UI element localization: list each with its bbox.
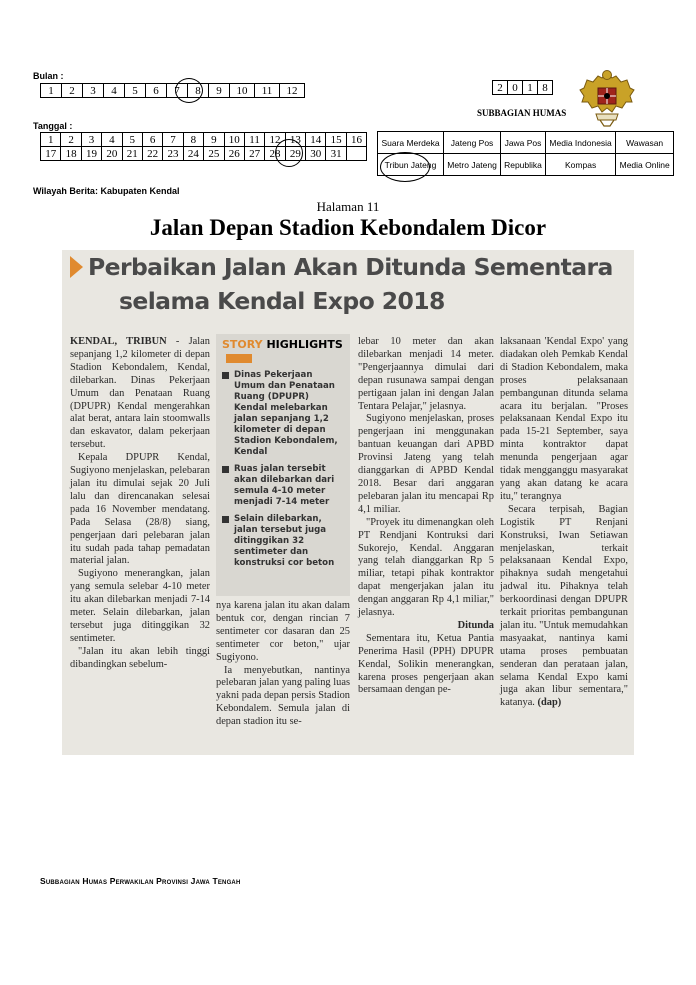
media-table — [377, 131, 674, 176]
story-highlights-title — [222, 338, 344, 364]
bulan-cell: 5 — [125, 84, 146, 98]
tanggal-cell: 26 — [224, 147, 244, 161]
year-digit-cell: 8 — [538, 81, 553, 95]
article-paragraph: Sugiyono menjelaskan, proses pengerjaan ini menggunakan bantuan keuangan dari APBD Provinsi Jateng yang telah dianggarkan di APBD Kendal 2018. Besar dari anggaran pelebaran jalan itu mencapai Rp 4,1 miliar. — [358, 413, 494, 515]
tanggal-cell: 15 — [326, 133, 346, 147]
tanggal-cell: 28 — [265, 147, 285, 161]
tanggal-cell: 12 — [265, 133, 285, 147]
tanggal-cell: 30 — [306, 147, 326, 161]
tanggal-row-1 — [41, 133, 367, 147]
article-paragraph — [500, 504, 628, 711]
tanggal-cell: 18 — [61, 147, 81, 161]
dateline: KENDAL, TRIBUN — [70, 336, 167, 347]
tanggal-cell: 8 — [183, 133, 203, 147]
article-column-3 — [358, 336, 494, 697]
tanggal-cell: 1 — [41, 133, 61, 147]
highlight-bar-icon — [226, 354, 252, 363]
tanggal-row-2 — [41, 147, 367, 161]
highlights-word: HIGHLIGHTS — [266, 338, 343, 351]
tanggal-cell: 14 — [306, 133, 326, 147]
highlight-item: Dinas Pekerjaan Umum dan Penataan Ruang (DPUPR) Kendal melebarkan jalan sepanjang 1,2 kilometer di depan Stadion Kebondalem, Kendal — [222, 370, 344, 458]
media-row-1 — [378, 132, 674, 154]
article-paragraph: Sementara itu, Ketua Pantia Penerima Hasil (PPH) DPUPR Kendal, Solikin menerangkan, karena proses pengerjaan akan bersamaan dengan pe- — [358, 632, 494, 696]
bulan-cell: 4 — [104, 84, 125, 98]
tanggal-cell: 3 — [81, 133, 101, 147]
bulan-cell: 3 — [83, 84, 104, 98]
highlight-item: Ruas jalan tersebit akan dilebarkan dari semula 4-10 meter menjadi 7-14 meter — [222, 464, 344, 508]
article-paragraph: Sugiyono menerangkan, jalan yang semula selebar 4-10 meter itu akan dilebarkan menjadi 7-14 meter. Selain dilebarkan, jalan tersebut juga ditinggikan 32 sentimeter. — [70, 568, 210, 644]
media-row-2 — [378, 154, 674, 176]
tanggal-cell: 4 — [102, 133, 122, 147]
story-highlights-box — [216, 334, 350, 596]
tanggal-cell: 29 — [285, 147, 305, 161]
year-table — [492, 80, 553, 95]
tanggal-cell: 21 — [122, 147, 142, 161]
article-paragraph: Kepala DPUPR Kendal, Sugiyono menjelaskan, pelebaran jalan itu dimulai sejak 20 Juli lalu dan direncanakan selesai pada 16 November mendatang. Pada Selasa (28/8) siang, pengerjaan dari pelebaran jalan itu sudah pada tahap pemadatan material jalan. — [70, 452, 210, 567]
headline: Jalan Depan Stadion Kebondalem Dicor — [149, 215, 547, 240]
signoff: (dap) — [537, 697, 562, 709]
tanggal-cell: 31 — [326, 147, 346, 161]
year-digit-cell: 2 — [493, 81, 508, 95]
page-number: Halaman 11 — [316, 199, 380, 214]
year-digit-cell: 1 — [523, 81, 538, 95]
garuda-emblem-icon — [578, 66, 636, 128]
bulan-row — [41, 84, 305, 98]
year-digit-cell: 0 — [508, 81, 523, 95]
bulan-cell: 8 — [188, 84, 209, 98]
bulan-cell: 10 — [230, 84, 255, 98]
tanggal-cell: 20 — [102, 147, 122, 161]
tanggal-cell: 7 — [163, 133, 183, 147]
subheading: Ditunda — [457, 619, 494, 631]
year-row — [493, 81, 553, 95]
bulan-table — [40, 83, 305, 98]
bulan-cell: 12 — [280, 84, 305, 98]
paragraph-text: - Jalan sepanjang 1,2 kilometer di depan Stadion Kebondalem, Kendal, dilebarkan. Dinas Pekerjaan Umum dan Penataan Ruang (DPUPR) Kendal mengerahkan alat berat, antara lain stoomwalls dan eskavator, dalam pekerjaan tersebut. — [70, 336, 210, 451]
media-cell: Suara Merdeka — [378, 132, 444, 154]
tanggal-cell: 16 — [346, 133, 366, 147]
bulan-cell: 2 — [62, 84, 83, 98]
article-paragraph: Ia menyebutkan, nantinya pelebaran jalan yang paling luas yakni pada depan persis Stadion Kebondalem. Semula jalan di depan stadion itu se- — [216, 664, 350, 728]
clipping-title-line-1: Perbaikan Jalan Akan Ditunda Sementara — [88, 253, 613, 281]
wilayah-berita: Wilayah Berita: Kabupaten Kendal — [33, 186, 180, 196]
media-cell: Media Online — [616, 154, 674, 176]
bulan-cell: 7 — [167, 84, 188, 98]
tanggal-cell: 23 — [163, 147, 183, 161]
tanggal-cell: 6 — [142, 133, 162, 147]
article-paragraph: "Jalan itu akan lebih tinggi dibandingkan sebelum- — [70, 645, 210, 670]
media-cell: Tribun Jateng — [378, 154, 444, 176]
bulan-label: Bulan : — [33, 71, 64, 81]
article-paragraph: laksanaan 'Kendal Expo' yang diadakan oleh Pemkab Kendal di Stadion Kebondalem, maka proses pelaksanaan pembangunan ditunda selama acara itu berjalan. "Proses pelaksanaan Kendal Expo itu pada 15-21 September, saya minta kontraktor dapat menunda pengerjaan agar tidak mengganggu masyarakat yang akan datang ke acara itu," terangnya — [500, 336, 628, 502]
tanggal-cell: 19 — [81, 147, 101, 161]
tanggal-cell: 10 — [224, 133, 244, 147]
article-paragraph: nya karena jalan itu akan dalam bentuk cor, dengan rincian 7 sentimeter cor dasaran dan 25 sentimeter cor beton," ujar Sugiyono. — [216, 600, 350, 663]
article-column-2 — [216, 600, 350, 729]
story-word: STORY — [222, 338, 263, 351]
article-column-4 — [500, 336, 628, 710]
media-cell: Metro Jateng — [444, 154, 501, 176]
triangle-arrow-icon — [70, 256, 83, 278]
org-name: SUBBAGIAN HUMAS — [477, 108, 567, 118]
article-paragraph: "Proyek itu dimenangkan oleh PT Rendjani Kontruksi dari Sukorejo, Kendal. Anggaran yang telah dianggarkan Rp 5 miliar, tetapi pihak kontraktor dapat mengerjakan jalan itu dengan anggaran Rp 4,1 miliar," jelasnya. — [358, 516, 494, 619]
paragraph-text: Secara terpisah, Bagian Logistik PT Renjani Konstruksi, Iwan Setiawan menjelaskan, terkait pelaksanaan Kendal Expo, pihaknya sudah mengetahui jadwal itu. Pihaknya telah berkoordinasi dengan DPUPR terkait prioritas pembangunan jalan itu. "Untuk memudahkan masyaakat, nantinya kami utama proses pembuatan senderan dan perataan jalan, selama Kendal Expo kami juga akan libur sementara," katanya. — [500, 503, 628, 709]
media-cell: Kompas — [545, 154, 615, 176]
media-cell: Jawa Pos — [501, 132, 546, 154]
tanggal-cell: 27 — [244, 147, 264, 161]
media-cell: Jateng Pos — [444, 132, 501, 154]
media-cell: Media Indonesia — [545, 132, 615, 154]
bulan-cell: 1 — [41, 84, 62, 98]
tanggal-cell: 13 — [285, 133, 305, 147]
tanggal-cell — [346, 147, 366, 161]
tanggal-cell: 2 — [61, 133, 81, 147]
media-cell: Republika — [501, 154, 546, 176]
tanggal-cell: 24 — [183, 147, 203, 161]
tanggal-cell: 25 — [204, 147, 224, 161]
footer: Subbagian Humas Perwakilan Provinsi Jawa Tengah — [40, 876, 241, 886]
newspaper-clipping — [62, 250, 634, 755]
tanggal-cell: 17 — [41, 147, 61, 161]
article-column-1 — [70, 336, 210, 672]
tanggal-cell: 9 — [204, 133, 224, 147]
article-paragraph: lebar 10 meter dan akan dilebarkan menjadi 14 meter. "Pengerjaannya dimulai dari depan rusunawa sampai dengan pertigaan jalan ini dengan Jalan Tentara Pelajar," jelasnya. — [358, 336, 494, 412]
clipping-title-line-2: selama Kendal Expo 2018 — [119, 287, 445, 315]
tanggal-cell: 22 — [142, 147, 162, 161]
tanggal-cell: 5 — [122, 133, 142, 147]
tanggal-label: Tanggal : — [33, 121, 73, 131]
highlight-item: Selain dilebarkan, jalan tersebut juga ditinggikan 32 sentimeter dan konstruksi cor beton — [222, 514, 344, 569]
media-cell: Wawasan — [616, 132, 674, 154]
tanggal-table — [40, 132, 367, 161]
bulan-cell: 11 — [255, 84, 280, 98]
bulan-cell: 9 — [209, 84, 230, 98]
article-paragraph — [70, 336, 210, 452]
bulan-cell: 6 — [146, 84, 167, 98]
tanggal-cell: 11 — [244, 133, 264, 147]
